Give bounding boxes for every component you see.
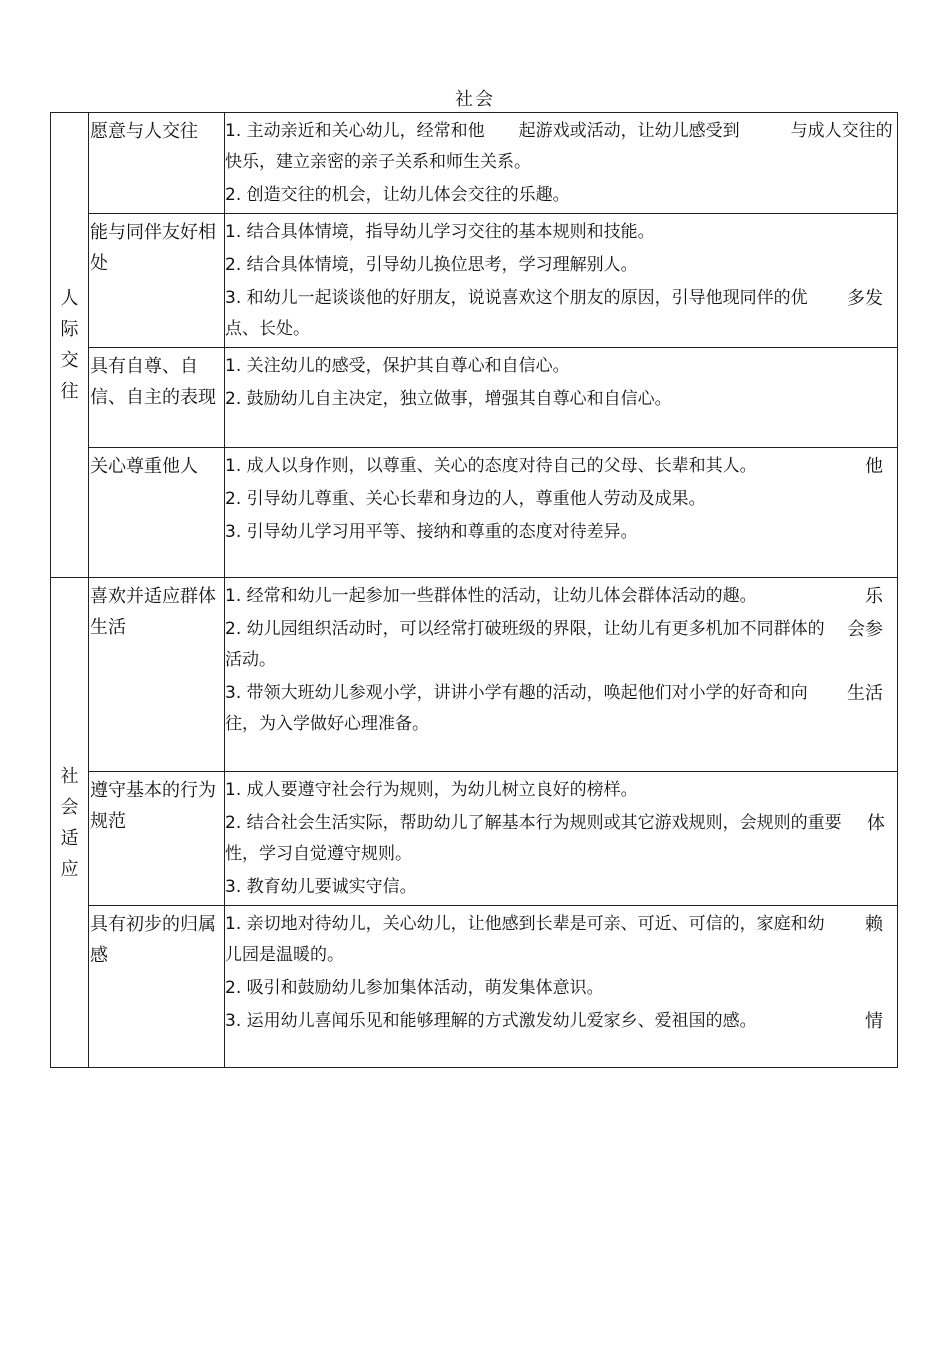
list-item (225, 116, 897, 178)
item-text: 2. 引导幼儿尊重、关心长辈和身边的人，尊重他人劳动及成果。 (225, 489, 706, 509)
item-tail: 乐 (865, 586, 883, 607)
list-item (225, 808, 897, 870)
domain-label: 人际交往 (60, 288, 79, 402)
list-item (225, 614, 897, 676)
content-cell (225, 214, 898, 348)
goal-label: 愿意与人交往 (90, 121, 198, 142)
item-tail: 他 (865, 456, 883, 477)
item-text: 3. 带领大班幼儿参观小学，讲讲小学有趣的活动，唤起他们对小学的好奇和向往，为入学做好心理准备。 (225, 683, 808, 734)
list-item (225, 517, 897, 548)
content-cell (225, 578, 898, 772)
list-item (225, 180, 897, 211)
table-row (51, 214, 898, 348)
table-row (51, 772, 898, 906)
table-row (51, 348, 898, 448)
list-item (225, 1006, 897, 1037)
goal-cell (89, 906, 225, 1068)
item-text: 1. 亲切地对待幼儿，关心幼儿，让他感到长辈是可亲、可近、可信的，家庭和幼儿园是温暖的。 (225, 914, 825, 965)
list-item (225, 384, 897, 415)
item-text: 2. 结合具体情境，引导幼儿换位思考，学习理解别人。 (225, 255, 638, 275)
content-cell (225, 906, 898, 1068)
table-row (51, 113, 898, 214)
goal-label: 喜欢并适应群体生活 (90, 586, 216, 638)
table-row (51, 448, 898, 578)
item-text: 3. 和幼儿一起谈谈他的好朋友，说说喜欢这个朋友的原因，引导他现同伴的优点、长处。 (225, 288, 808, 339)
content-cell (225, 348, 898, 448)
item-text: 2. 鼓励幼儿自主决定，独立做事，增强其自尊心和自信心。 (225, 389, 672, 409)
list-item (225, 484, 897, 515)
goal-cell (89, 214, 225, 348)
item-text: 3. 运用幼儿喜闻乐见和能够理解的方式激发幼儿爱家乡、爱祖国的感。 (225, 1011, 757, 1031)
list-item (225, 678, 897, 740)
goal-cell (89, 348, 225, 448)
list-item (225, 973, 897, 1004)
goal-cell (89, 578, 225, 772)
list-item (225, 351, 897, 382)
item-text: 1. 关注幼儿的感受，保护其自尊心和自信心。 (225, 356, 570, 376)
item-text: 1. 成人要遵守社会行为规则，为幼儿树立良好的榜样。 (225, 780, 638, 800)
item-tail: 会参 (847, 619, 883, 640)
social-table (50, 112, 898, 1068)
list-item (225, 775, 897, 806)
item-text: 2. 吸引和鼓励幼儿参加集体活动，萌发集体意识。 (225, 978, 604, 998)
item-text: 3. 教育幼儿要诚实守信。 (225, 877, 417, 897)
goal-label: 遵守基本的行为规范 (90, 780, 216, 832)
goal-cell (89, 448, 225, 578)
item-tail: 多发 (847, 288, 883, 309)
list-item (225, 909, 897, 971)
item-text: 2. 创造交往的机会，让幼儿体会交往的乐趣。 (225, 185, 570, 205)
item-text: 1. 经常和幼儿一起参加一些群体性的活动，让幼儿体会群体活动的趣。 (225, 586, 757, 606)
domain-label: 社会适应 (60, 765, 79, 880)
item-text: 1. 成人以身作则，以尊重、关心的态度对待自己的父母、长辈和其人。 (225, 456, 757, 476)
item-tail: 情 (865, 1011, 883, 1032)
goal-cell (89, 772, 225, 906)
list-item (225, 581, 897, 612)
goal-label: 能与同伴友好相处 (90, 222, 216, 274)
list-item (225, 283, 897, 345)
table-row (51, 578, 898, 772)
content-cell (225, 113, 898, 214)
item-text: 1. 主动亲近和关心幼儿，经常和他 起游戏或活动，让幼儿感受到 与成人交往的快乐，建立亲密的亲子关系和师生关系。 (225, 121, 893, 172)
item-text: 2. 结合社会生活实际，帮助幼儿了解基本行为规则或其它游戏规则，会规则的重要性，学习自觉遵守规则。 (225, 813, 842, 864)
list-item (225, 872, 897, 903)
page-title: 社会 (455, 89, 495, 110)
domain-cell (51, 578, 89, 1068)
item-tail: 体 (867, 813, 885, 834)
goal-label: 具有自尊、自信、自主的表现 (90, 356, 216, 408)
list-item (225, 217, 897, 248)
item-text: 1. 结合具体情境，指导幼儿学习交往的基本规则和技能。 (225, 222, 655, 242)
content-cell (225, 772, 898, 906)
table-row (51, 906, 898, 1068)
item-tail: 生活 (847, 683, 883, 704)
list-item (225, 451, 897, 482)
item-text: 2. 幼儿园组织活动时，可以经常打破班级的界限，让幼儿有更多机加不同群体的活动。 (225, 619, 825, 670)
list-item (225, 250, 897, 281)
goal-label: 关心尊重他人 (90, 456, 198, 477)
goal-cell (89, 113, 225, 214)
item-tail: 赖 (865, 914, 883, 935)
item-text: 3. 引导幼儿学习用平等、接纳和尊重的态度对待差异。 (225, 522, 638, 542)
domain-cell (51, 113, 89, 578)
content-cell (225, 448, 898, 578)
goal-label: 具有初步的归属感 (90, 914, 216, 966)
